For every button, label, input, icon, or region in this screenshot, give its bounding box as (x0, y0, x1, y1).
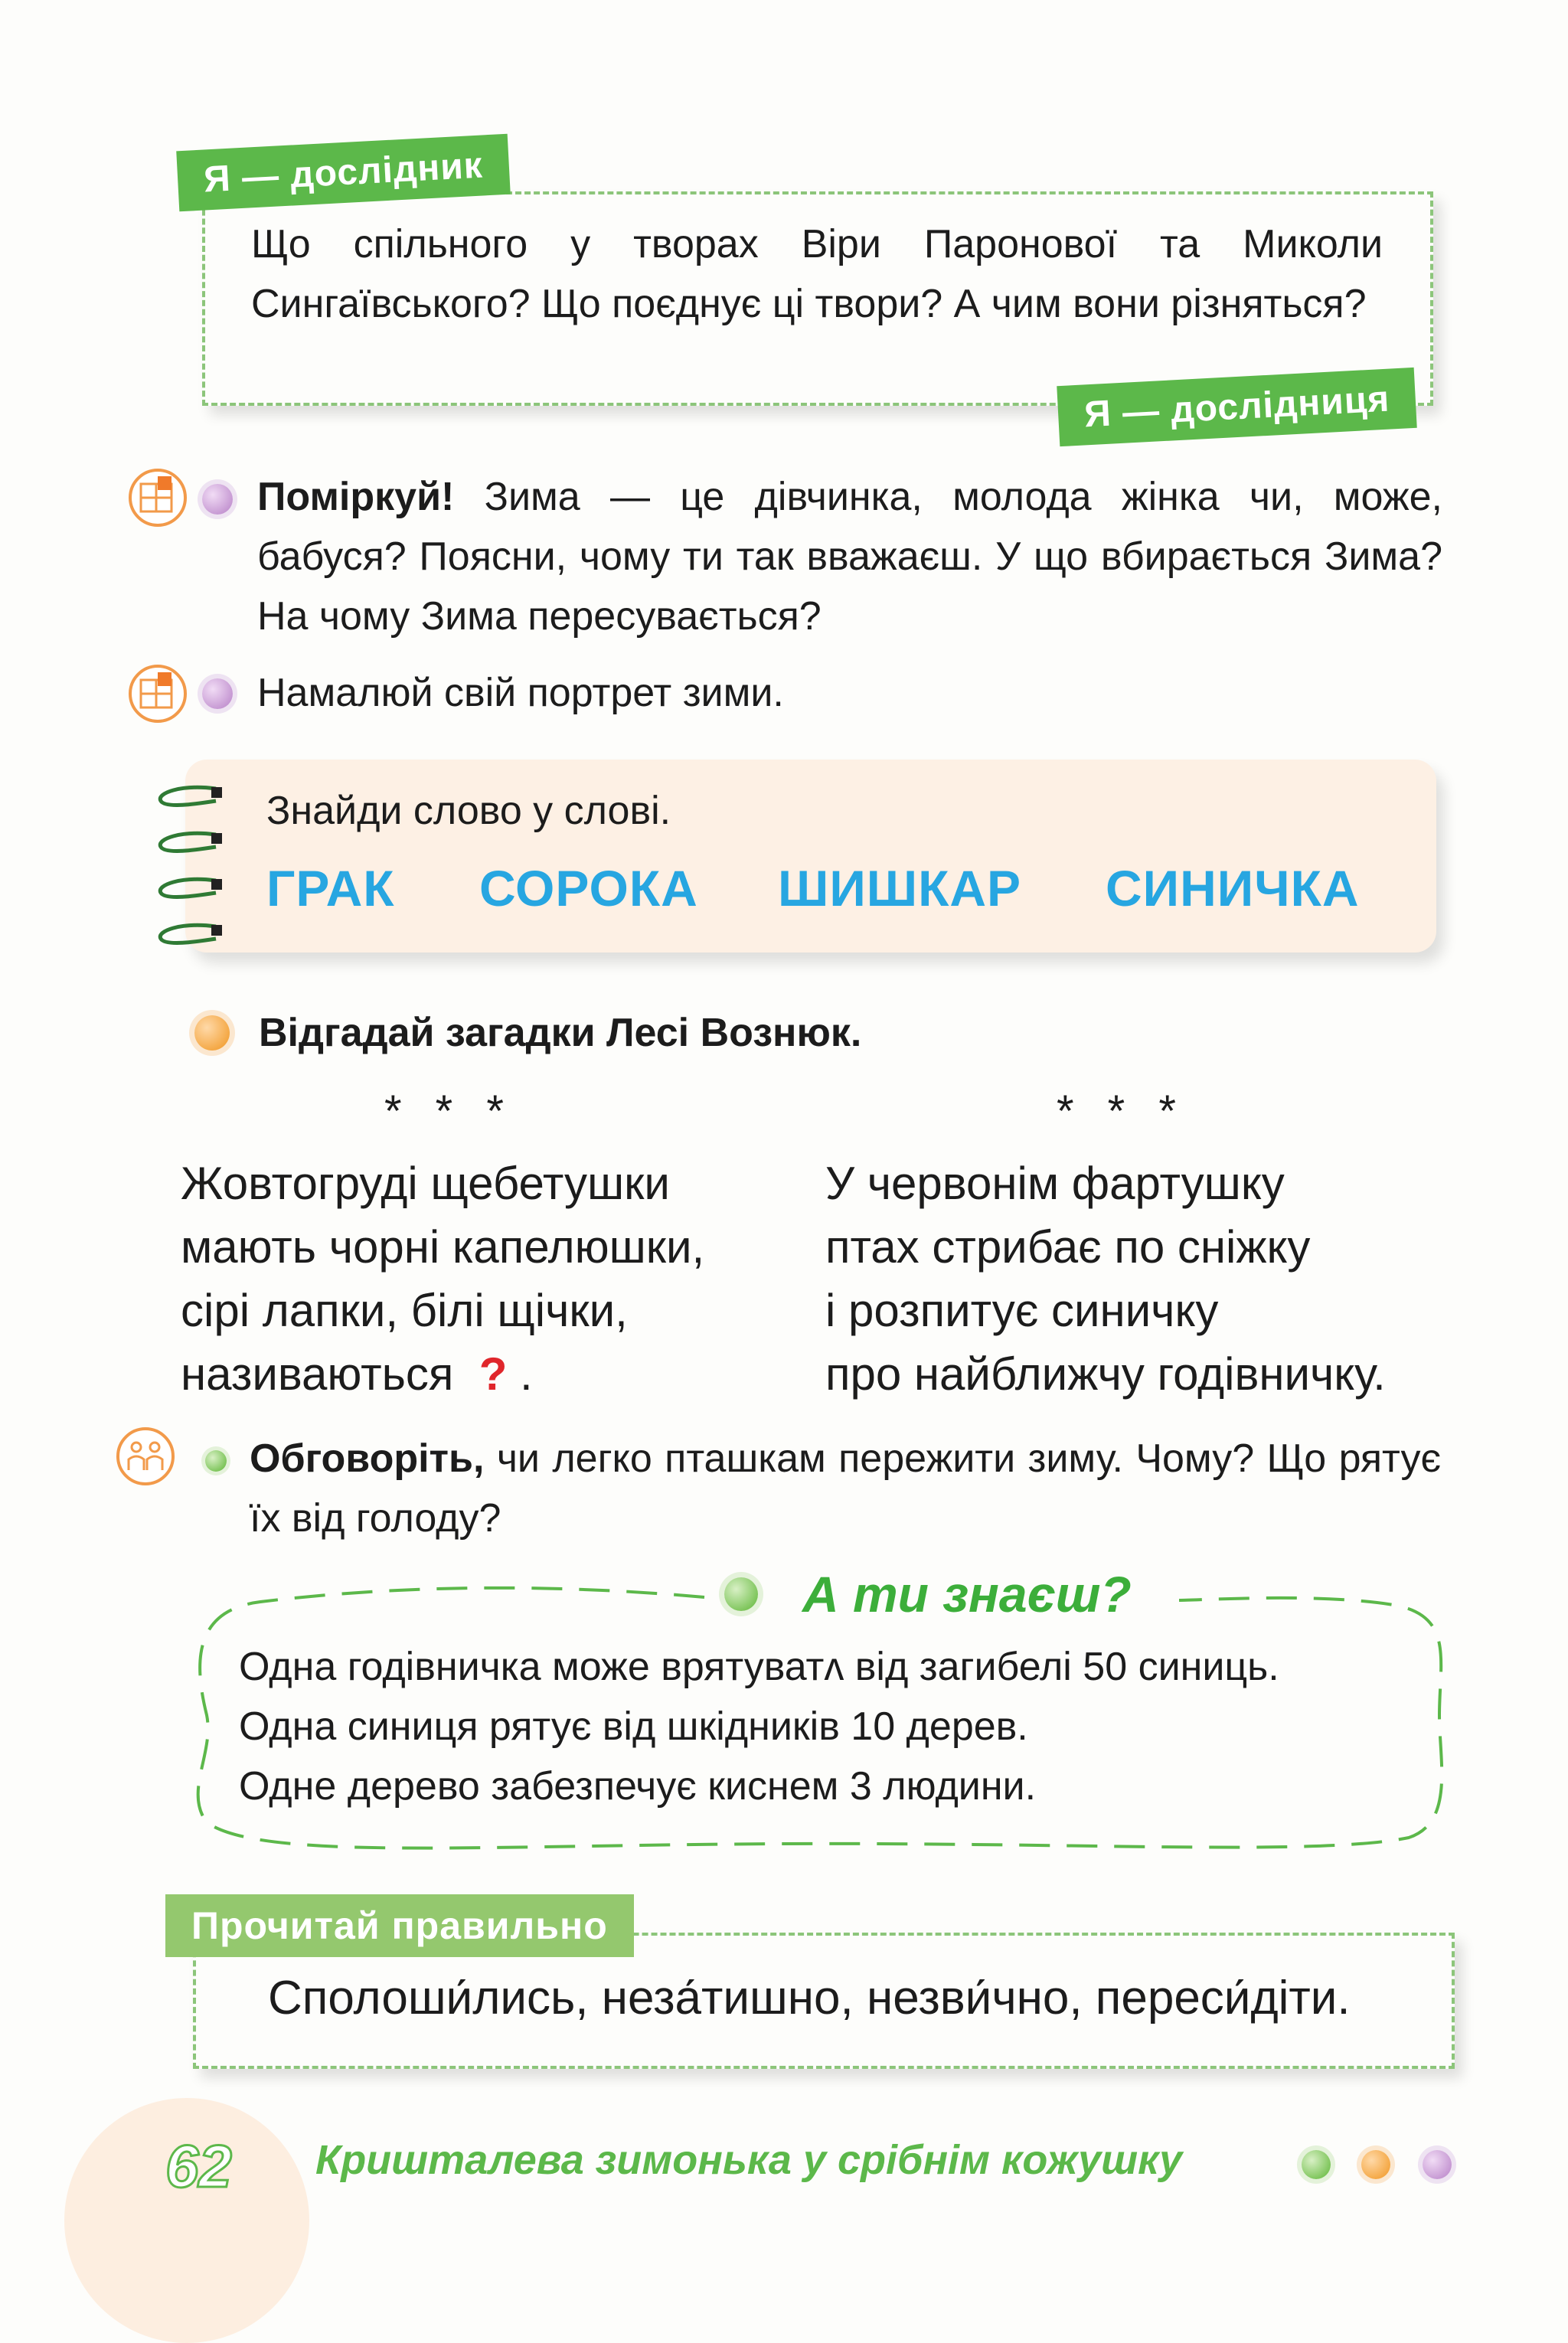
did-you-know-bullet (724, 1577, 758, 1611)
riddle-left-line: мають чорні капелюшки, (181, 1221, 705, 1273)
researcher-girl-tag: Я — дослідниця (1057, 368, 1417, 446)
task-think (257, 467, 1442, 646)
task-think-bold: Поміркуй! (257, 475, 455, 519)
riddle-right-line: птах стрибає по сніжку (825, 1221, 1311, 1273)
riddle-right (825, 1152, 1514, 1406)
question-mark: ? (479, 1348, 508, 1400)
riddle-left (181, 1152, 793, 1406)
puzzle-icon (129, 469, 187, 527)
riddle-left-end: . (520, 1348, 533, 1400)
riddle-right-line: про найближчу годівничку. (825, 1348, 1386, 1400)
pronounce-words: Сполоши́лись, неза́тишно, незви́чно, переси́діти. (268, 1972, 1351, 2024)
page-number: 62 (165, 2132, 232, 2200)
discuss-text (250, 1429, 1441, 1548)
word-grak: ГРАК (266, 860, 395, 917)
discuss-body: чи легко пташкам пережити зиму. Чому? Що рятує їх від голоду? (250, 1436, 1441, 1541)
word-soroka: СОРОКА (479, 860, 698, 917)
riddle-left-line: називаються (181, 1348, 454, 1400)
footer-dot-green (1302, 2150, 1331, 2179)
discuss-bold: Обговоріть, (250, 1436, 485, 1481)
researcher-boy-tag: Я — дослідник (176, 134, 510, 212)
puzzle-icon (129, 665, 187, 723)
riddle-right-stars: * * * (1057, 1087, 1187, 1136)
did-you-know-title: А ти знаєш? (802, 1566, 1132, 1622)
footer-dot-purple (1423, 2150, 1452, 2179)
task-bullet (202, 678, 233, 709)
riddle-right-line: і розпитує синичку (825, 1285, 1219, 1336)
riddle-right-line: У червонім фартушку (825, 1158, 1285, 1209)
fact-line: Одна годівничка може врятуватʌ від загибелі 50 синиць. (239, 1645, 1279, 1689)
spiral-binding-icon (150, 778, 227, 946)
riddles-bullet (194, 1015, 230, 1051)
fact-line: Одна синиця рятує від шкідників 10 дерев. (239, 1704, 1028, 1749)
discuss-bullet (205, 1450, 227, 1472)
task-think-text: Зима — це дівчинка, молода жінка чи, може, бабуся? Поясни, чому ти так вважаєш. У що вбирається Зима? На чому Зима пересувається? (257, 475, 1442, 639)
did-you-know-body (239, 1637, 1433, 1816)
group-people-icon (116, 1427, 175, 1485)
riddle-left-line: Жовтогруді щебетушки (181, 1158, 670, 1209)
riddle-left-stars: * * * (384, 1087, 514, 1136)
fact-line: Одне дерево забезпечує киснем 3 людини. (239, 1764, 1037, 1809)
riddles-title: Відгадай загадки Лесі Вознюк. (259, 1011, 862, 1055)
research-question: Що спільного у творах Віри Паронової та Миколи Сингаївського? Що поєднує ці твори? А чим вони різняться? (251, 222, 1383, 326)
task-bullet (202, 484, 233, 515)
word-game-instruction: Знайди слово у слові. (266, 789, 671, 833)
pronounce-tag: Прочитай правильно (165, 1894, 634, 1957)
word-shyshkar: ШИШКАР (778, 860, 1022, 917)
riddle-left-line: сірі лапки, білі щічки, (181, 1285, 628, 1336)
footer-dot-orange (1361, 2150, 1390, 2179)
chapter-title: Кришталева зимонька у срібнім кожушку (315, 2137, 1183, 2183)
word-synychka: СИНИЧКА (1106, 860, 1360, 917)
task-draw: Намалюй свій портрет зими. (257, 671, 784, 715)
